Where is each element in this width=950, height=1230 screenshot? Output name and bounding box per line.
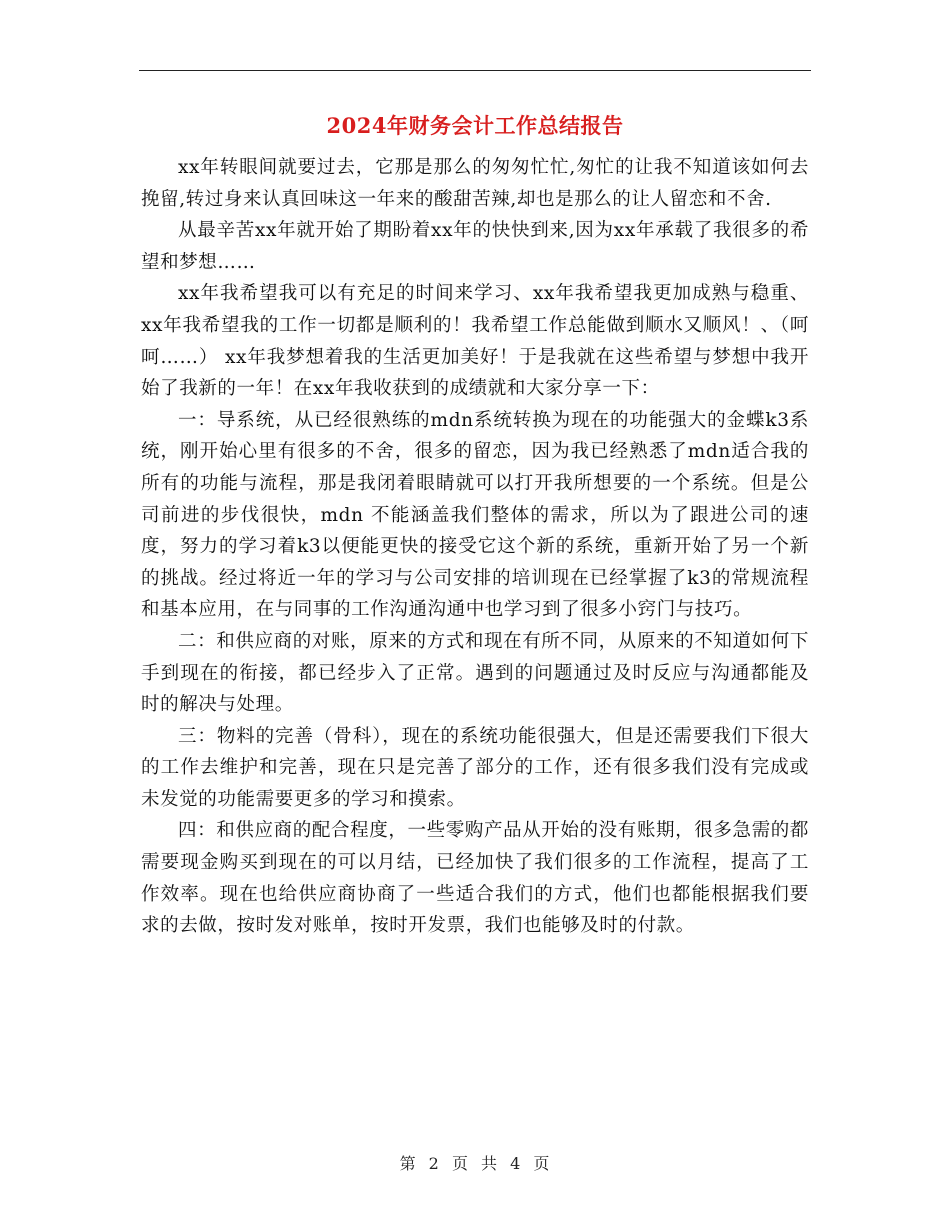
paragraph: 从最辛苦xx年就开始了期盼着xx年的快快到来,因为xx年承载了我很多的希望和梦想…… (141, 220, 809, 273)
paragraph: 四：和供应商的配合程度，一些零购产品从开始的没有账期，很多急需的都需要现金购买到现在的可以月结，已经加快了我们很多的工作流程，提高了工作效率。现在也给供应商协商了一些适合我们的方式，他们也都能根据我们要求的去做，按时发对账单，按时开发票，我们也能够及时的付款。 (141, 820, 809, 937)
document-title: 2024年财务会计工作总结报告 (326, 113, 624, 138)
paragraph: 二：和供应商的对账，原来的方式和现在有所不同，从原来的不知道如何下手到现在的衔接，都已经步入了正常。遇到的问题通过及时反应与沟通都能及时的解决与处理。 (141, 630, 809, 716)
header-rule (139, 70, 811, 71)
paragraph: 三：物料的完善（骨科），现在的系统功能很强大，但是还需要我们下很大的工作去维护和完善，现在只是完善了部分的工作，还有很多我们没有完成或未发觉的功能需要更多的学习和摸索。 (141, 725, 809, 810)
document-body (141, 152, 809, 942)
paragraph: xx年转眼间就要过去，它那是那么的匆匆忙忙,匆忙的让我不知道该如何去挽留,转过身来认真回味这一年来的酸甜苦辣,却也是那么的让人留恋和不舍. (141, 157, 809, 210)
paragraph: 一：导系统，从已经很熟练的mdn系统转换为现在的功能强大的金蝶k3系统，刚开始心里有很多的不舍，很多的留恋，因为我已经熟悉了mdn适合我的所有的功能与流程，那是我闭着眼睛就可以打开我所想要的一个系统。但是公司前进的步伐很快，mdn 不能涵盖我们整体的需求，所以为了跟进公司的速度，努力的学习着k3以便能更快的接受它这个新的系统，重新开始了另一个新的挑战。经过将近一年的学习与公司安排的培训现在已经掌握了k3的常规流程和基本应用，在与同事的工作沟通沟通中也学习到了很多小窍门与技巧。 (141, 409, 809, 621)
paragraph: xx年我希望我可以有充足的时间来学习、xx年我希望我更加成熟与稳重、xx年我希望我的工作一切都是顺利的！我希望工作总能做到顺水又顺风！、（呵呵……） xx年我梦想着我的生活更加美好！于是我就在这些希望与梦想中我开始了我新的一年！在xx年我收获到的成绩就和大家分享一下： (141, 283, 809, 400)
page-footer: 第 2 页 共 4 页 (399, 1154, 551, 1173)
